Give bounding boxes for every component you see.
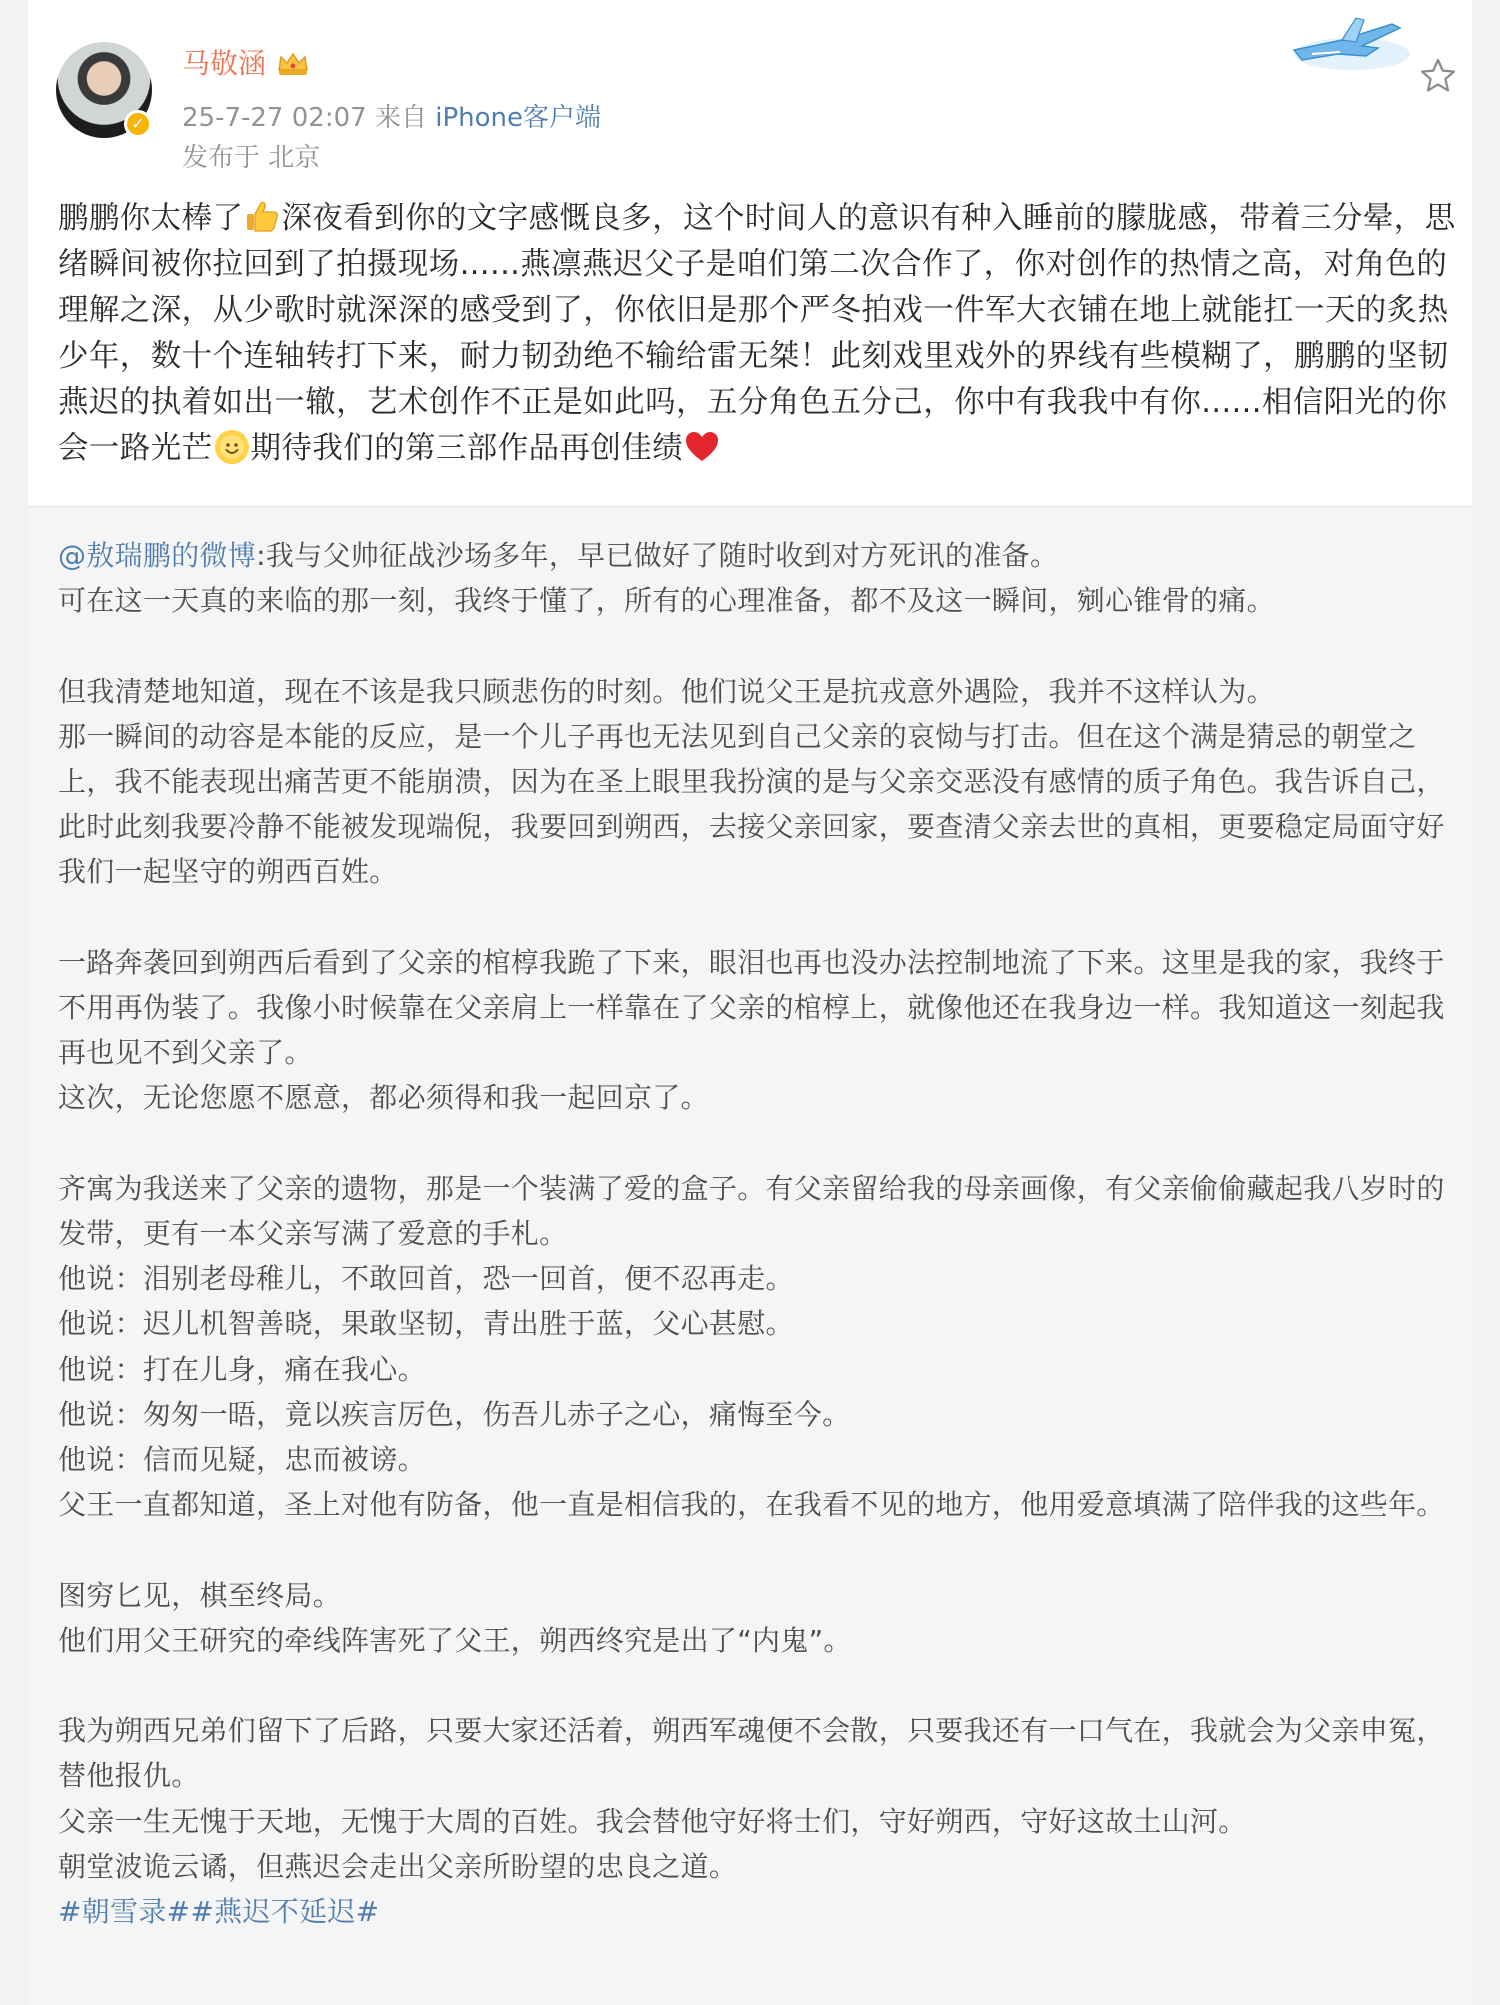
post-text — [58, 196, 1458, 472]
crown-icon — [276, 50, 310, 78]
repost-body: :我与父帅征战沙场多年，早已做好了随时收到对方死讯的准备。 可在这一天真的来临的那一刻，我终于懂了，所有的心理准备，都不及这一瞬间，剜心锥骨的痛。 但我清楚地知道，现在不该是我只顾悲伤的时刻。他们说父王是抗戎意外遇险，我并不这样认为。 那一瞬间的动容是本能的反应，是一个儿子再也无法见到自己父亲的哀恸与打击。但在这个满是猜忌的朝堂之上，我不能表现出痛苦更不能崩溃，因为在圣上眼里我扮演的是与父亲交恶没有感情的质子角色。我告诉自己，此时此刻我要冷静不能被发现端倪，我要回到朔西，去接父亲回家，要查清父亲去世的真相，更要稳定局面守好我们一起坚守的朔西百姓。 一路奔袭回到朔西后看到了父亲的棺椁我跪了下来，眼泪也再也没办法控制地流了下来。这里是我的家，我终于不用再伪装了。我像小时候靠在父亲肩上一样靠在了父亲的棺椁上，就像他还在我身边一样。我知道这一刻起我再也见不到父亲了。 这次，无论您愿不愿意，都必须得和我一起回京了。 齐寓为我送来了父亲的遗物，那是一个装满了爱的盒子。有父亲留给我的母亲画像，有父亲偷偷藏起我八岁时的发带，更有一本父亲写满了爱意的手札。 他说：泪别老母稚儿，不敢回首，恐一回首，便不忍再走。 他说：迟儿机智善晓，果敢坚韧，青出胜于蓝，父心甚慰。 他说：打在儿身，痛在我心。 他说：匆匆一晤，竟以疾言厉色，伤吾儿赤子之心，痛悔至今。 他说：信而见疑，忠而被谤。 父王一直都知道，圣上对他有防备，他一直是相信我的，在我看不见的地方，他用爱意填满了陪伴我的这些年。 图穷匕见，棋至终局。 他们用父王研究的牵线阵害死了父王，朔西终究是出了“内鬼”。 我为朔西兄弟们留下了后路，只要大家还活着，朔西军魂便不会散，只要我还有一口气在，我就会为父亲申冤，替他报仇。 父亲一生无愧于天地，无愧于大周的百姓。我会替他守好将士们，守好朔西，守好这故土山河。 朝堂波诡云谲，但燕迟会走出父亲所盼望的忠良之道。 — [58, 539, 1445, 1883]
star-outline-icon[interactable] — [1418, 56, 1458, 96]
mention-link[interactable]: @敖瑞鹏的微博 — [58, 539, 257, 572]
author-name[interactable]: 马敬涵 — [182, 47, 267, 80]
thumbs-up-icon — [243, 198, 281, 236]
post-location: 发布于 北京 — [182, 143, 321, 173]
post-timestamp: 25-7-27 02:07 — [182, 103, 367, 133]
source-prefix: 来自 — [374, 103, 427, 133]
post-text-part-1: 鹏鹏你太棒了 — [58, 201, 244, 236]
source-app-link[interactable]: iPhone客户端 — [435, 103, 601, 133]
repost-text — [58, 533, 1458, 1934]
repost-block[interactable] — [28, 506, 1472, 2005]
hashtag-links[interactable]: #朝雪录##燕迟不延迟# — [58, 1895, 380, 1929]
plane-decoration-icon — [1282, 10, 1412, 80]
red-heart-icon — [683, 428, 721, 466]
post-text-part-2: 深夜看到你的文字感慨良多，这个时间人的意识有种入睡前的朦胧感，带着三分晕，思绪瞬间被你拉回到了拍摄现场......燕凛燕迟父子是咱们第二次合作了，你对创作的热情之高，对角色的理解之深，从少歌时就深深的感受到了，你依旧是那个严冬拍戏一件军大衣铺在地上就能扛一天的炙热少年，数十个连轴转打下来，耐力韧劲绝不输给雷无桀！此刻戏里戏外的界线有些模糊了，鹏鹏的坚韧燕迟的执着如出一辙，艺术创作不正是如此吗，五分角色五分己，你中有我我中有你......相信阳光的你会一路光芒 — [58, 201, 1456, 466]
smiley-sun-icon — [213, 428, 251, 466]
verified-badge-icon: ✓ — [124, 110, 152, 138]
post-header — [28, 0, 1472, 180]
post-meta — [182, 100, 601, 136]
weibo-card — [28, 0, 1472, 2004]
post-text-part-3: 期待我们的第三部作品再创佳绩 — [250, 431, 684, 466]
